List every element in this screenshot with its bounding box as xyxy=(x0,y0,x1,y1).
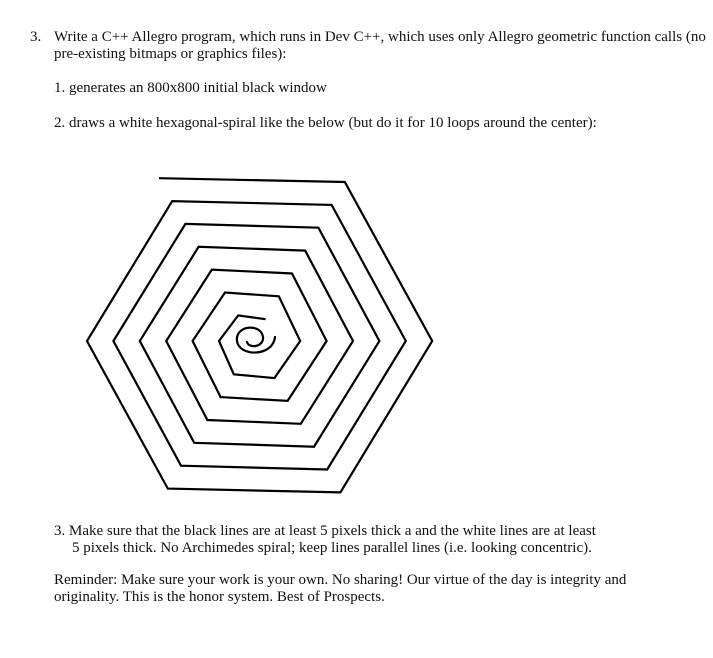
reminder-line-1: Reminder: Make sure your work is your own. No sharing! Our virtue of the day is integrity and xyxy=(54,572,627,588)
step-2: 2. draws a white hexagonal-spiral like the below (but do it for 10 loops around the center): xyxy=(54,115,597,131)
spiral-path xyxy=(87,178,432,492)
question-number: 3. xyxy=(30,29,42,45)
step-3-line-1: 3. Make sure that the black lines are at least 5 pixels thick a and the white lines are at least xyxy=(54,523,596,539)
reminder-line-2: originality. This is the honor system. Best of Prospects. xyxy=(54,589,385,605)
step-3-line-2: 5 pixels thick. No Archimedes spiral; keep lines parallel lines (i.e. looking concentric). xyxy=(72,540,592,556)
question-prompt-line-2: pre-existing bitmaps or graphics files): xyxy=(54,46,287,62)
step-1: 1. generates an 800x800 initial black window xyxy=(54,80,327,96)
question-prompt-line-1: Write a C++ Allegro program, which runs in Dev C++, which uses only Allegro geometric function calls (no xyxy=(54,29,706,45)
spiral-center-curl xyxy=(237,328,275,353)
